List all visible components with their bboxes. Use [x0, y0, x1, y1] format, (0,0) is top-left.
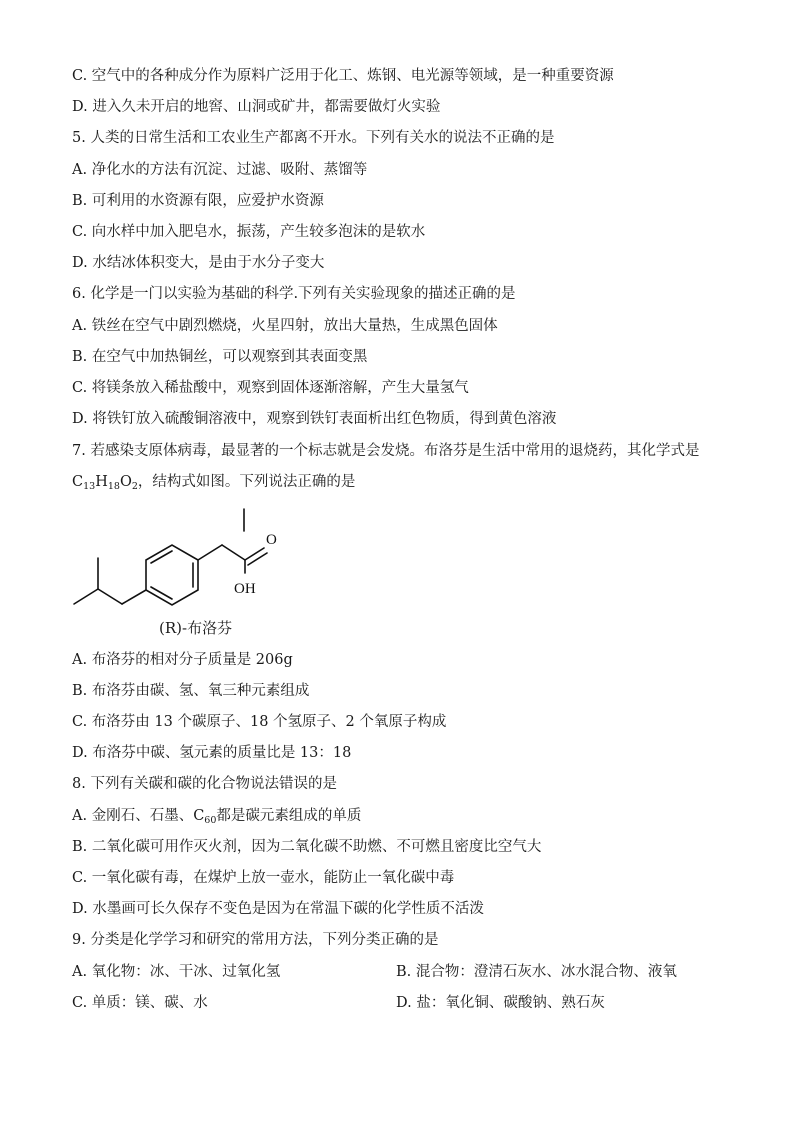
formula-o-count: 2: [131, 481, 138, 492]
benzene-ring: [146, 545, 198, 605]
atom-oh: OH: [234, 581, 256, 597]
ibuprofen-structure: [60, 494, 320, 618]
q6-option-c: C. 将镁条放入稀盐酸中，观察到固体逐渐溶解，产生大量氢气: [72, 380, 469, 396]
ibuprofen-structure-svg: [60, 494, 320, 614]
formula-c: C: [72, 474, 84, 490]
c60-subscript: 60: [204, 815, 217, 826]
bond-carbonyl-o-1: [245, 548, 264, 560]
formula-c-count: 13: [83, 481, 96, 492]
q4-option-d: D. 进入久未开启的地窖、山洞或矿井，都需要做灯火实验: [72, 99, 441, 115]
formula-o: O: [119, 474, 132, 490]
formula-h-count: 18: [107, 481, 120, 492]
q5-option-c: C. 向水样中加入肥皂水，振荡，产生较多泡沫的是软水: [72, 224, 426, 240]
bond-chain-3: [122, 590, 146, 604]
q8-option-a-text: A. 金刚石、石墨、C: [72, 808, 205, 824]
q7-stem-rest: ，结构式如图。下列说法正确的是: [137, 474, 356, 490]
q6-option-b: B. 在空气中加热铜丝，可以观察到其表面变黑: [72, 349, 368, 365]
bond-alpha-carbonyl: [222, 545, 245, 560]
q9-option-d: D. 盐：氧化铜、碳酸钠、熟石灰: [396, 995, 605, 1011]
q7-option-d: D. 布洛芬中碳、氢元素的质量比是 13：18: [72, 745, 352, 761]
q9-option-c: C. 单质：镁、碳、水: [72, 995, 208, 1011]
q5-stem: 5. 人类的日常生活和工农业生产都离不开水。下列有关水的说法不正确的是: [72, 130, 555, 146]
q7-option-a: A. 布洛芬的相对分子质量是 206g: [72, 652, 293, 668]
q8-stem: 8. 下列有关碳和碳的化合物说法错误的是: [72, 776, 337, 792]
q6-option-d: D. 将铁钉放入硫酸铜溶液中，观察到铁钉表面析出红色物质，得到黄色溶液: [72, 411, 557, 427]
q8-option-a: [72, 806, 361, 826]
q9-option-a: A. 氧化物：冰、干冰、过氧化氢: [72, 964, 281, 980]
q8-option-c: C. 一氧化碳有毒，在煤炉上放一壶水，能防止一氧化碳中毒: [72, 870, 455, 886]
q6-option-a: A. 铁丝在空气中剧烈燃烧，火星四射，放出大量热，生成黑色固体: [72, 318, 498, 334]
bond-carbonyl-o-2: [248, 553, 267, 565]
q8-option-a-rest: 都是碳元素组成的单质: [216, 808, 362, 824]
q8-option-d: D. 水墨画可长久保存不变色是因为在常温下碳的化学性质不活泼: [72, 901, 484, 917]
q5-option-d: D. 水结冰体积变大，是由于水分子变大: [72, 255, 325, 271]
bond-chain-1: [74, 589, 98, 604]
bond-chain-2: [98, 589, 122, 604]
formula-h: H: [95, 474, 108, 490]
q9-option-b: B. 混合物：澄清石灰水、冰水混合物、液氧: [396, 964, 677, 980]
q6-stem: 6. 化学是一门以实验为基础的科学.下列有关实验现象的描述正确的是: [72, 286, 516, 302]
q8-option-b: B. 二氧化碳可用作灭火剂，因为二氧化碳不助燃、不可燃且密度比空气大: [72, 839, 542, 855]
structure-caption: (R)-布洛芬: [159, 619, 233, 637]
q9-stem: 9. 分类是化学学习和研究的常用方法，下列分类正确的是: [72, 932, 439, 948]
q4-option-c: C. 空气中的各种成分作为原料广泛用于化工、炼钢、电光源等领域，是一种重要资源: [72, 68, 614, 84]
bond-ring-alpha: [198, 545, 222, 560]
q5-option-b: B. 可利用的水资源有限，应爱护水资源: [72, 193, 324, 209]
q5-option-a: A. 净化水的方法有沉淀、过滤、吸附、蒸馏等: [72, 162, 368, 178]
ring-double-bond-3: [151, 587, 172, 599]
q7-stem: 7. 若感染支原体病毒，最显著的一个标志就是会发烧。布洛芬是生活中常用的退烧药，其化学式是: [72, 443, 700, 459]
ring-double-bond-1: [151, 551, 172, 563]
q7-option-c: C. 布洛芬由 13 个碳原子、18 个氢原子、2 个氧原子构成: [72, 714, 447, 730]
q7-stem-formula-line: [72, 472, 355, 492]
q7-option-b: B. 布洛芬由碳、氢、氧三种元素组成: [72, 683, 310, 699]
atom-o: O: [266, 532, 277, 548]
